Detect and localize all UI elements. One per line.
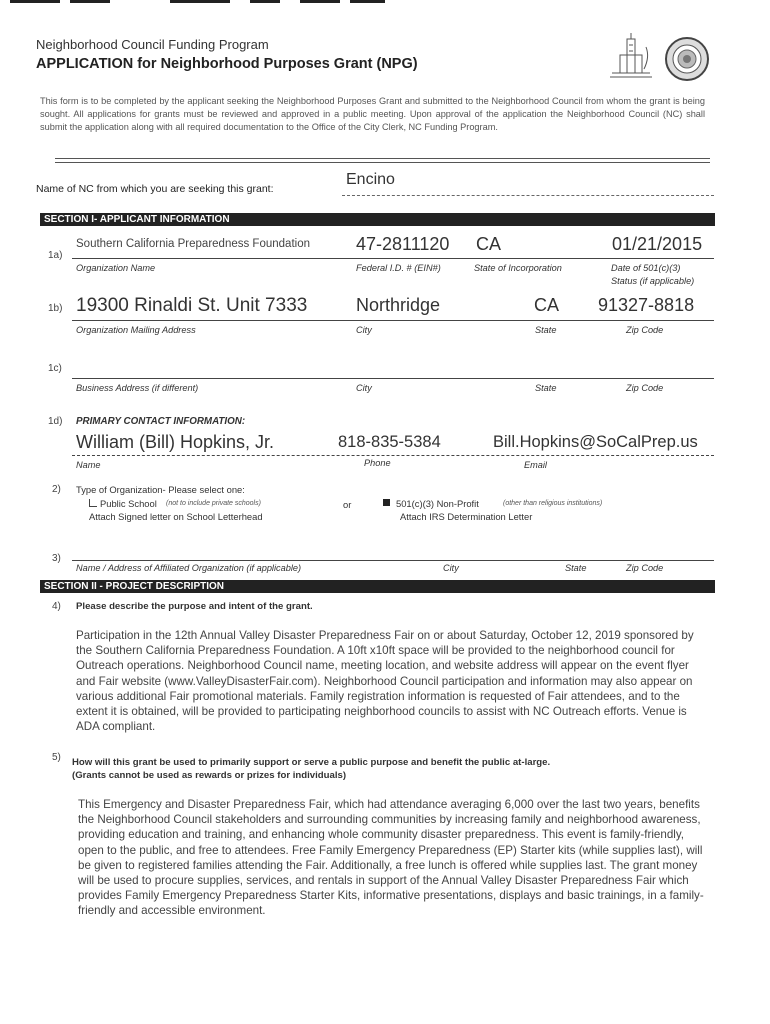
public-school-instruction: Attach Signed letter on School Letterhead: [89, 511, 263, 522]
org-name-field[interactable]: Southern California Preparedness Foundation: [76, 238, 310, 250]
top-rule: [10, 0, 60, 3]
mailing-address-caption: Organization Mailing Address: [76, 325, 196, 335]
contact-email-caption: Email: [524, 460, 547, 470]
nc-name-line: [342, 195, 714, 196]
affiliated-state-caption: State: [565, 563, 587, 573]
divider: [55, 158, 710, 159]
nonprofit-instruction: Attach IRS Determination Letter: [400, 511, 533, 522]
public-school-label: Public School: [100, 498, 157, 509]
date-501-caption: Date of 501(c)(3): [611, 263, 681, 273]
q1a-line: [72, 258, 714, 259]
mailing-zip-caption: Zip Code: [626, 325, 664, 335]
state-incorporation-caption: State of Incorporation: [474, 263, 562, 273]
top-rule: [170, 0, 230, 3]
org-name-caption: Organization Name: [76, 263, 156, 273]
affiliated-zip-caption: Zip Code: [626, 563, 664, 573]
program-name: Neighborhood Council Funding Program: [36, 37, 269, 52]
public-school-note: (not to include private schools): [166, 500, 261, 507]
contact-name-field[interactable]: William (Bill) Hopkins, Jr.: [76, 432, 275, 452]
public-school-checkbox[interactable]: [89, 499, 97, 507]
divider: [55, 162, 710, 163]
q5-question: How will this grant be used to primarily support or serve a public purpose and benefit the public at-large.: [72, 757, 551, 768]
nonprofit-label: 501(c)(3) Non-Profit: [396, 498, 479, 509]
mailing-state-field[interactable]: CA: [534, 295, 560, 315]
nc-name-field[interactable]: Encino: [346, 171, 395, 188]
contact-name-caption: Name: [76, 460, 101, 470]
q1c-line: [72, 378, 714, 379]
city-hall-logo-icon: [606, 33, 656, 85]
contact-phone-field[interactable]: 818-835-5384: [338, 433, 441, 451]
q4-number: 4): [52, 601, 61, 612]
q4-answer[interactable]: Participation in the 12th Annual Valley Disaster Preparedness Fair on or about Saturday, October 12, 2019 sponsored by the Southern California Preparedness Foundation. A 10ft x10ft space will be provided to the neighborhood council for Outreach operations. Neighborhood Council name, meeting location, and website address will appear on the event flyer and Fair website (www.ValleyDisasterFair.com). Neighborhood Council participation and information may also appear on various additional Fair promotional materials. Family registration information is requested of Fair attendees, and to the extent it is obtained, will be provided to participating neighborhood councils to assist with NC Outreach efforts. Venue is ADA compliant.: [76, 629, 694, 734]
primary-contact-heading: PRIMARY CONTACT INFORMATION:: [76, 416, 246, 427]
business-city-caption: City: [356, 383, 372, 393]
date-501-field[interactable]: 01/21/2015: [612, 234, 703, 254]
q2-number: 2): [52, 484, 61, 495]
q3-number: 3): [52, 553, 61, 564]
q4-question: Please describe the purpose and intent of the grant.: [76, 601, 313, 612]
q3-line: [72, 560, 714, 561]
q5-number: 5): [52, 752, 61, 763]
mailing-zip-field[interactable]: 91327-8818: [598, 295, 695, 315]
q5-question-note: (Grants cannot be used as rewards or prizes for individuals): [72, 770, 347, 781]
q1d-number: 1d): [48, 416, 63, 427]
q5-answer[interactable]: This Emergency and Disaster Preparedness Fair, which had attendance averaging 6,000 over the last two years, benefits the Neighborhood Council stakeholders and surrounding communities by increasing family and neighborhood awareness, providing education and training, and enhancing whole community disaster preparedness. This event is family-friendly, open to the public, and free to attendees. Free Family Emergency Preparedness (EP) Starter kits (while supplies last), will be given to registered families attending the Fair. Additionally, a free lunch is offered while supplies last. The grant money will be used to procure supplies, services, and rentals in support of the Annual Valley Disaster Preparedness Fair which provides Family Emergency Preparedness Starter Kits, informative presentations, displays and basic trainings, in a family-friendly and accessible environment.: [78, 798, 704, 918]
q1d-line: [72, 455, 714, 456]
nonprofit-checkbox[interactable]: [383, 499, 390, 506]
affiliated-org-caption: Name / Address of Affiliated Organization (if applicable): [76, 563, 302, 573]
top-rule: [350, 0, 385, 3]
nonprofit-note: (other than religious institutions): [503, 500, 603, 507]
contact-email-field[interactable]: Bill.Hopkins@SoCalPrep.us: [493, 433, 698, 451]
q1a-number: 1a): [48, 250, 63, 261]
mailing-city-field[interactable]: Northridge: [356, 295, 441, 315]
q1b-line: [72, 320, 714, 321]
or-label: or: [343, 499, 352, 510]
form-title: APPLICATION for Neighborhood Purposes Grant (NPG): [36, 56, 418, 72]
section-2-header: SECTION II - PROJECT DESCRIPTION: [40, 580, 715, 593]
q1b-number: 1b): [48, 303, 63, 314]
top-rule: [70, 0, 110, 3]
mailing-state-caption: State: [535, 325, 557, 335]
section-1-header: SECTION I- APPLICANT INFORMATION: [40, 213, 715, 226]
business-address-caption: Business Address (if different): [76, 383, 199, 393]
nc-name-label: Name of NC from which you are seeking this grant:: [36, 183, 274, 195]
affiliated-city-caption: City: [443, 563, 459, 573]
business-state-caption: State: [535, 383, 557, 393]
mailing-city-caption: City: [356, 325, 372, 335]
org-type-label: Type of Organization- Please select one:: [76, 484, 245, 495]
business-zip-caption: Zip Code: [626, 383, 664, 393]
q1c-number: 1c): [48, 363, 62, 374]
intro-paragraph: This form is to be completed by the applicant seeking the Neighborhood Purposes Grant and submitted to the Neighborhood Council from whom the grant is being sought. All applications for grants must be reviewed and approved in a public meeting. Upon approval of the application the Neighborhood Council (NC) shall submit the application along with all required documentation to the Office of the City Clerk, NC Funding Program.: [40, 96, 705, 132]
city-seal-icon: [664, 36, 710, 82]
top-rule: [300, 0, 340, 3]
top-rule: [250, 0, 280, 3]
contact-phone-caption: Phone: [364, 458, 391, 468]
date-501-caption-2: Status (if applicable): [611, 276, 695, 286]
ein-caption: Federal I.D. # (EIN#): [356, 263, 441, 273]
mailing-address-field[interactable]: 19300 Rinaldi St. Unit 7333: [76, 295, 308, 316]
ein-field[interactable]: 47-2811120: [356, 234, 450, 254]
state-incorporation-field[interactable]: CA: [476, 234, 502, 254]
